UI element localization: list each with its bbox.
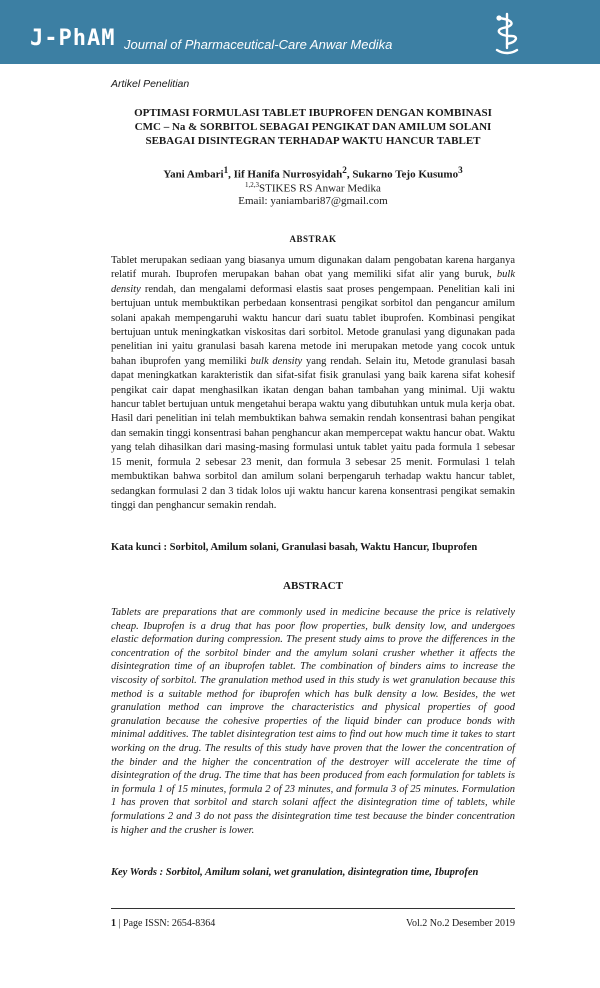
author-superscript: 2: [342, 165, 347, 175]
journal-banner: [0, 0, 600, 64]
author-email: Email: yaniambari87@gmail.com: [238, 195, 388, 207]
page-number: 1: [111, 918, 116, 929]
issn-text: | Page ISSN: 2654-8364: [116, 918, 216, 929]
affiliation: [111, 181, 515, 195]
author-name: Yani Ambari: [163, 168, 224, 181]
title-line: SEBAGAI DISINTEGRAN TERHADAP WAKTU HANCUR TABLET: [145, 135, 481, 147]
abstrak-text: yang rendah. Selain itu, Metode granulasi basah dapat meningkatkan karakteristik dan sifat-sifat fisik granulasi yang baik karena sifat kohesif pengikat cair dapat menghasilkan ikatan dengan bahan tambahan yang minimal. Uji waktu hancur tablet bertujuan untuk mengetahui berapa waktu yang dibutuhkan untuk mula kerja obat. Hasil dari penelitian ini telah membuktikan bahwa semakin rendah konsentrasi bahan pengikat dan semakin tinggi konsentrasi bahan penghancur akan mempercepat waktu hancur obat. Waktu yang telah dihasilkan dari masing-masing formulasi untuk tablet yaitu pada formula 1 sebesar 15 menit, formula 2 sebesar 23 menit, dan formula 3 sebesar 25 menit. Formulasi 1 telah membuktikan bahwa sorbitol dan amilum solani berpengaruh terhadap waktu hancur tablet, sedangkan formulasi 2 dan 3 tidak lolos uji waktu hancur karena konsentrasi pengikat semakin tinggi dan penghancur semakin rendah.: [111, 355, 516, 511]
kata-kunci: Kata kunci : Sorbitol, Amilum solani, Granulasi basah, Waktu Hancur, Ibuprofen: [111, 542, 478, 553]
author-separator: ,: [228, 168, 234, 181]
author-name: Sukarno Tejo Kusumo: [352, 168, 459, 181]
abstract-body: Tablets are preparations that are commonly used in medicine because the price is relatively cheap. Ibuprofen is a drug that has poor flow properties, bulk density low, and undergoes elastic deformation during compression. The present study aims to prove the differences in the concentration of the sorbitol binder and the amylum solani crusher whether it affects the disintegration time of an ibuprofen tablet. The combination of binders aims to increase the viscosity of sorbitol. The granulation method used in this study is wet granulation because this method is a suitable method for ibuprofen which has bulk density a low. Besides, the wet granulation method can improve the characteristics and physical properties of good granulation because the cohesive properties of the liquid binder can produce bonds with minimal additives. The tablet disintegration test aims to find out how much time it takes to start working on the drug. The results of this study have proven that the lower the concentration of the binder and the higher the concentration of the destroyer will accelerate the time of disintegration of the drug. The time that has been produced from each formulation for tablets is in formula 1 of 15 minutes, formula 2 of 23 minutes, and formula 3 of 25 minutes. Formulation 1 has proven that sorbitol and starch solani affect the disintegration time of tablets, while formulations 2 and 3 do not pass the disintegration time test because the binder concentration is higher and the crusher is lower.: [111, 607, 515, 836]
footer-divider: [111, 908, 515, 909]
abstrak-italic-term: bulk density: [250, 355, 303, 367]
abstrak-text: rendah, dan mengalami deformasi elastis saat proses pengempaan. Penelitian kali ini bertujuan untuk membuktikan perbedaan konsentrasi pengikat sorbitol dan pengancur amilum solani apakah mempengaruhi waktu hancur dari suatu tablet ibuprofen. Kombinasi pengikat bertujuan untuk meningkatkan viskositas dari sorbitol. Metode granulasi yang digunakan pada penelitian ini yaitu granulasi basah karena metode ini merupakan metode yang cocok untuk bahan ibuprofen yang memiliki: [111, 283, 515, 367]
title-line: OPTIMASI FORMULASI TABLET IBUPROFEN DENGAN KOMBINASI: [134, 107, 492, 119]
abstrak-italic-term: bulk density: [111, 269, 515, 295]
footer-page-info: [111, 918, 215, 929]
article-title: [111, 106, 515, 148]
abstrak-text: Tablet merupakan sediaan yang biasanya umum digunakan dalam pengobatan karena harganya relatif murah. Ibuprofen merupakan bahan obat yang memiliki sifat alir yang buruk,: [111, 255, 515, 281]
article-type: Artikel Penelitian: [111, 78, 190, 90]
author-superscript: 1: [223, 165, 229, 175]
caduceus-icon: [489, 10, 525, 56]
title-line: CMC – Na & SORBITOL SEBAGAI PENGIKAT DAN AMILUM SOLANI: [134, 121, 492, 133]
journal-name: Journal of Pharmaceutical-Care Anwar Medika: [124, 37, 393, 52]
author-separator: ,: [346, 168, 353, 181]
affiliation-text: STIKES RS Anwar Medika: [259, 182, 381, 195]
abstrak-heading: ABSTRAK: [289, 234, 337, 244]
affiliation-superscript: 1,2,3: [245, 181, 260, 189]
footer-volume: Vol.2 No.2 Desember 2019: [406, 918, 515, 929]
author-superscript: 3: [458, 165, 463, 175]
author-list: [111, 165, 515, 181]
author-name: Iif Hanifa Nurrosyidah: [233, 168, 343, 181]
keywords: Key Words : Sorbitol, Amilum solani, wet granulation, disintegration time, Ibuprofen: [111, 867, 479, 878]
abstrak-body: [111, 254, 515, 513]
abstract-heading: ABSTRACT: [283, 580, 343, 592]
journal-logo: J-PhAM: [30, 26, 116, 51]
